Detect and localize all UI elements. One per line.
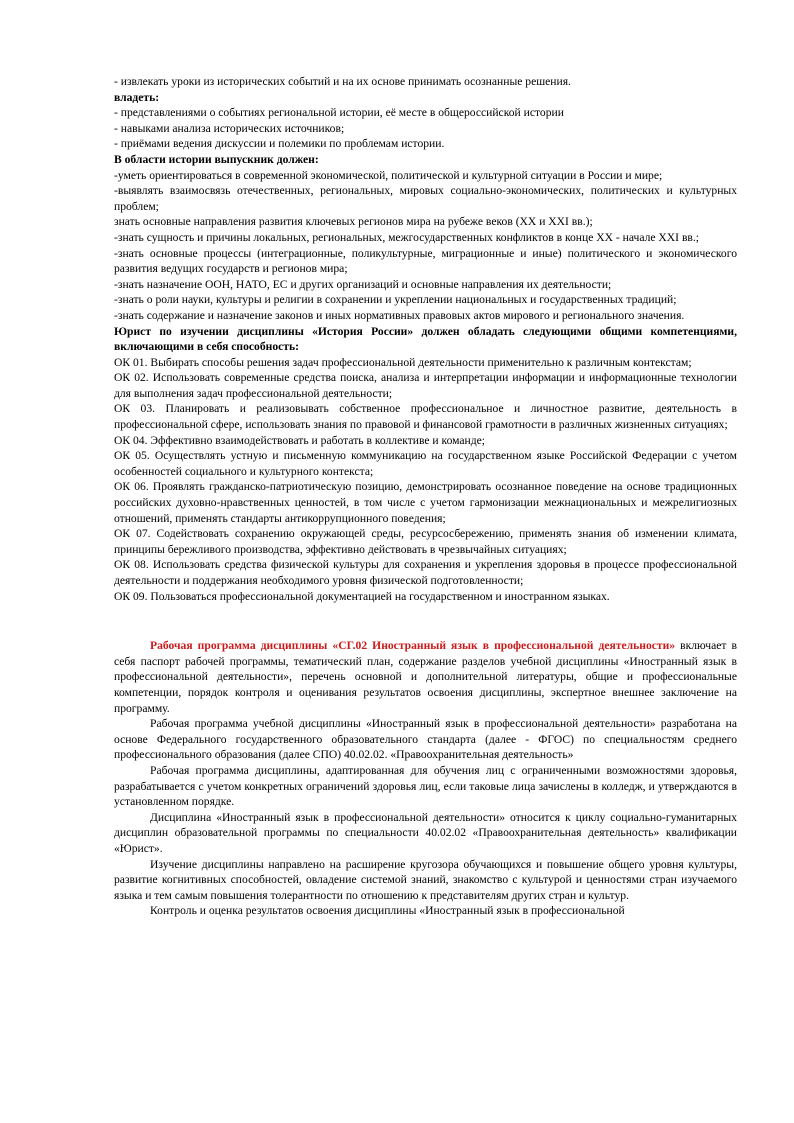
heading-competences: Юрист по изучении дисциплины «История России» должен обладать следующими общими компетенциями, включающими в себя способность: <box>114 324 737 354</box>
competence-item: ОК 03. Планировать и реализовывать собственное профессиональное и личностное развитие, деятельность в профессиональной сфере, использовать знания по правовой и финансовой грамотности в различных жизненных ситуациях; <box>114 402 737 432</box>
list-item: -знать основные процессы (интеграционные, поликультурные, миграционные и иные) политического и экономического развития ведущих государств и регионов мира; <box>114 246 737 276</box>
competence-item: ОК 01. Выбирать способы решения задач профессиональной деятельности применительно к различным контекстам; <box>114 355 692 369</box>
paragraph: Изучение дисциплины направлено на расширение кругозора обучающихся и повышение общего уровня культуры, развитие когнитивных способностей, овладение системой знаний, знакомство с культурой и ценностями стран изучаемого языка и тем самым повышения толерантности по отношению к представителям других стран и культур. <box>114 857 737 902</box>
paragraph: - извлекать уроки из исторических событий и на их основе принимать осознанные решения. <box>114 75 571 88</box>
paragraph: Рабочая программа учебной дисциплины «Иностранный язык в профессиональной деятельности» разработана на основе Федерального государственного образовательного стандарта (далее - ФГОС) по специальностям среднего профессионального образования (далее СПО) 40.02.02. «Правоохранительная деятельность» <box>114 717 737 762</box>
competence-item: ОК 05. Осуществлять устную и письменную коммуникацию на государственном языке Российской Федерации с учетом особенностей социального и культурного контекста; <box>114 449 737 478</box>
list-item: -знать содержание и назначение законов и иных нормативных правовых актов мирового и регионального значения. <box>114 308 685 322</box>
heading-graduate: В области истории выпускник должен: <box>114 152 319 166</box>
list-item: -знать назначение ООН, НАТО, ЕС и других организаций и основные направления их деятельности; <box>114 277 612 291</box>
list-item: -выявлять взаимосвязь отечественных, региональных, мировых социально-экономических, политических и культурных проблем; <box>114 184 737 213</box>
competence-item: ОК 06. Проявлять гражданско-патриотическую позицию, демонстрировать осознанное поведение на основе традиционных российских духовно-нравственных ценностей, в том числе с учетом гармонизации межнациональных и межрелигиозных отношений, применять стандарты антикоррупционного поведения; <box>114 480 737 525</box>
program-title-rest: включает в себя паспорт рабочей программы, тематический план, содержание разделов учебной дисциплины «Иностранный язык в профессиональной деятельности», перечень основной и дополнительной литературы, общие и профессиональные компетенции, порядок контроля и оценивания результатов освоения дисциплины, экспертное внешнее заключение на программу. <box>114 639 737 715</box>
competence-item: ОК 08. Использовать средства физической культуры для сохранения и укрепления здоровья в процессе профессиональной деятельности и поддержания необходимого уровня физической подготовленности; <box>114 558 737 587</box>
list-item: - навыками анализа исторических источников; <box>114 121 345 135</box>
list-item: -знать сущность и причины локальных, региональных, межгосударственных конфликтов в конце XX - начале XXI вв.; <box>114 230 700 244</box>
paragraph: Рабочая программа дисциплины, адаптированная для обучения лиц с ограниченными возможностями здоровья, разрабатывается с учетом конкретных ограничений здоровья лиц, если таковые лица зачислены в колледж, и утверждаются в установленном порядке. <box>114 763 737 809</box>
competence-item: ОК 04. Эффективно взаимодействовать и работать в коллективе и команде; <box>114 433 486 447</box>
list-item: знать основные направления развития ключевых регионов мира на рубеже веков (XX и XXI вв.); <box>114 215 593 229</box>
document-page <box>114 74 737 919</box>
list-item: -знать о роли науки, культуры и религии в сохранении и укреплении национальных и государственных традиций; <box>114 293 677 307</box>
paragraph: Дисциплина «Иностранный язык в профессиональной деятельности» относится к циклу социально-гуманитарных дисциплин образовательной программы по специальности 40.02.02 «Правоохранительная деятельность» квалификации «Юрист». <box>114 810 737 855</box>
section-spacer <box>114 604 737 638</box>
list-item: - приёмами ведения дискуссии и полемики по проблемам истории. <box>114 137 445 151</box>
paragraph: Контроль и оценка результатов освоения дисциплины «Иностранный язык в профессиональной <box>150 904 625 918</box>
competence-item: ОК 02. Использовать современные средства поиска, анализа и интерпретации информации и информационные технологии для выполнения задач профессиональной деятельности; <box>114 371 737 400</box>
heading-own: владеть: <box>114 90 160 104</box>
program-title: Рабочая программа дисциплины «СГ.02 Иностранный язык в профессиональной деятельности» <box>150 639 676 653</box>
competence-item: ОК 09. Пользоваться профессиональной документацией на государственном и иностранном языках. <box>114 589 610 603</box>
list-item: -уметь ориентироваться в современной экономической, политической и культурной ситуации в России и мире; <box>114 168 663 182</box>
program-paragraph <box>114 638 737 716</box>
list-item: - представлениями о событиях региональной истории, её месте в общероссийской истории <box>114 106 564 120</box>
competence-item: ОК 07. Содействовать сохранению окружающей среды, ресурсосбережению, применять знания об изменении климата, принципы бережливого производства, эффективно действовать в чрезвычайных ситуациях; <box>114 527 737 556</box>
